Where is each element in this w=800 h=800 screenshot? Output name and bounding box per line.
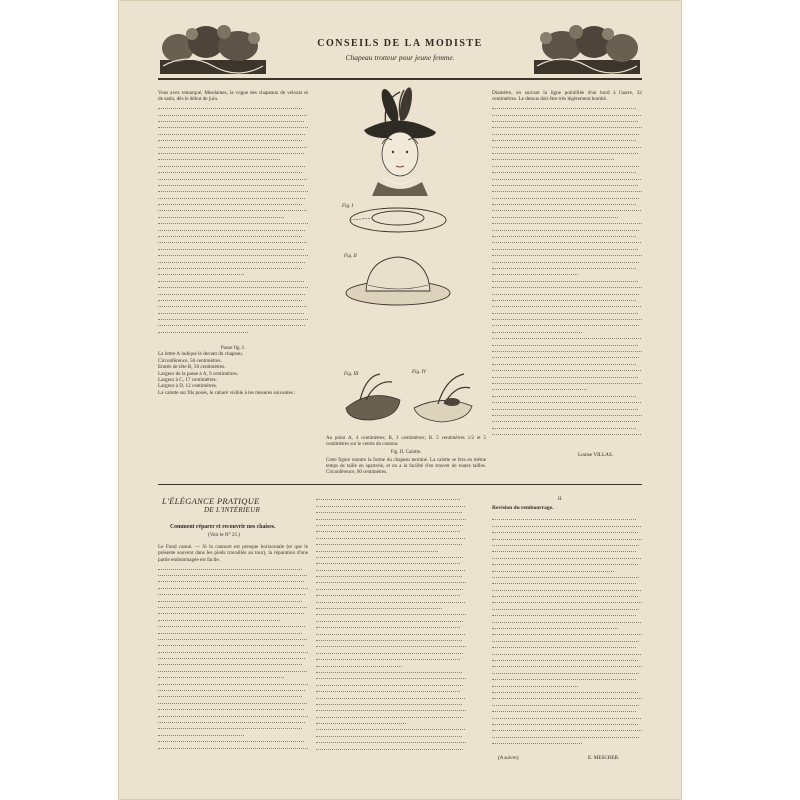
- pattern-label: Passe fig. I.: [220, 345, 246, 351]
- measure-line: Largeur à C, 17 centimètres.: [158, 377, 217, 384]
- measure-line: La lettre A indique le devant du chapeau.: [158, 351, 243, 358]
- page-title: CONSEILS DE LA MODISTE: [317, 38, 483, 49]
- measure-line: Largeur à D, 12 centimètres.: [158, 383, 218, 390]
- bottom-right-column: [492, 514, 642, 750]
- pattern-measures: [158, 345, 308, 425]
- article-column-right: [492, 90, 642, 450]
- column-text-block: [158, 103, 308, 333]
- article-opening-text: Vous avez remarqué, Mesdames, la vogue des chapeaux de velours et de satin, dès le début de juin.: [158, 90, 308, 103]
- article-column-left: [158, 90, 308, 336]
- text-line: [492, 738, 582, 744]
- feathered-hat-sketch-fig4: [408, 368, 478, 428]
- text-line: [316, 743, 463, 749]
- floral-ornament-left: [158, 22, 268, 78]
- figure-label: Fig. I: [342, 204, 354, 209]
- figure-caption-label: Fig. II. Calotte.: [390, 450, 422, 455]
- section-opening-text: Le Fond canné. — Si la cannure est presque horizontale (et que le présente souvent dans les pieds travaillés au tour), la réparation d'une partie endommagée est facile.: [158, 544, 308, 563]
- floral-ornament-right: [532, 22, 642, 78]
- section-heading-line2: DE L'INTÉRIEUR: [204, 506, 261, 514]
- column-text-block: [158, 563, 308, 754]
- measure-line: Largeur de la passe à A, 9 centimètres.: [158, 370, 239, 377]
- section-subheading: Comment réparer et recouvrir nos chaises.: [170, 524, 276, 530]
- section-note: (Voir le N° 21.): [208, 532, 241, 538]
- figure-label: Fig. IV: [412, 370, 427, 375]
- magazine-page: [118, 0, 682, 800]
- figure-caption-points: Au point A, 4 centimètres; B, 3 centimètres; B. 5 centimètres 1/2 et 5 centimètres sur le centre du contour.: [326, 436, 486, 448]
- text-line: [158, 326, 248, 332]
- measure-line: La calotte sur fils posés, le cabaré visible à les mesures suivantes :: [158, 389, 296, 396]
- column-text-block: [492, 514, 642, 744]
- bottom-left-column-a: [158, 544, 308, 754]
- measure-line: Entrée de tête B, 50 centimètres.: [158, 364, 226, 371]
- column-text-block: [492, 103, 642, 435]
- article-signature: Louise VILLAS.: [578, 452, 614, 458]
- section-heading-line1: L'ÉLÉGANCE PRATIQUE: [162, 496, 260, 506]
- section-signature: E. MESCREB.: [588, 755, 620, 761]
- section-divider: [158, 484, 642, 485]
- text-line: [158, 749, 305, 754]
- section-subheading-right: Revision du rembourrage.: [492, 505, 554, 511]
- text-line: [492, 429, 641, 435]
- figure-caption-text: Cette figure montre la forme du chapeau terminé. La calotte se fera en même temps de taille en sparterie, et on a la facilité d'en trouver de toutes tailles. Circonférence, 60 centimètres.: [326, 458, 486, 476]
- section-number: II: [558, 496, 562, 502]
- page-subtitle: Chapeau trotteur pour jeune femme.: [345, 53, 455, 62]
- feathered-hat-sketch-fig3: [340, 370, 410, 430]
- measure-line: Circonférence, 56 centimètres.: [158, 357, 222, 364]
- figure-label: Fig. II: [344, 254, 357, 259]
- bottom-left-column-b: [316, 494, 466, 754]
- column-text-block: [316, 494, 466, 750]
- hat-brim-diagram-fig1: [338, 200, 458, 240]
- header-divider: [158, 78, 642, 80]
- figure-label: Fig. III: [344, 372, 359, 377]
- woman-with-hat-illustration: [340, 86, 460, 196]
- to-be-continued: (A suivre).: [498, 755, 520, 761]
- article-right-opening: Diamètre, en suivant la ligne pointillée d'un bord à l'autre, 32 centimètres. Le dessus doit être très légèrement bombé.: [492, 90, 642, 103]
